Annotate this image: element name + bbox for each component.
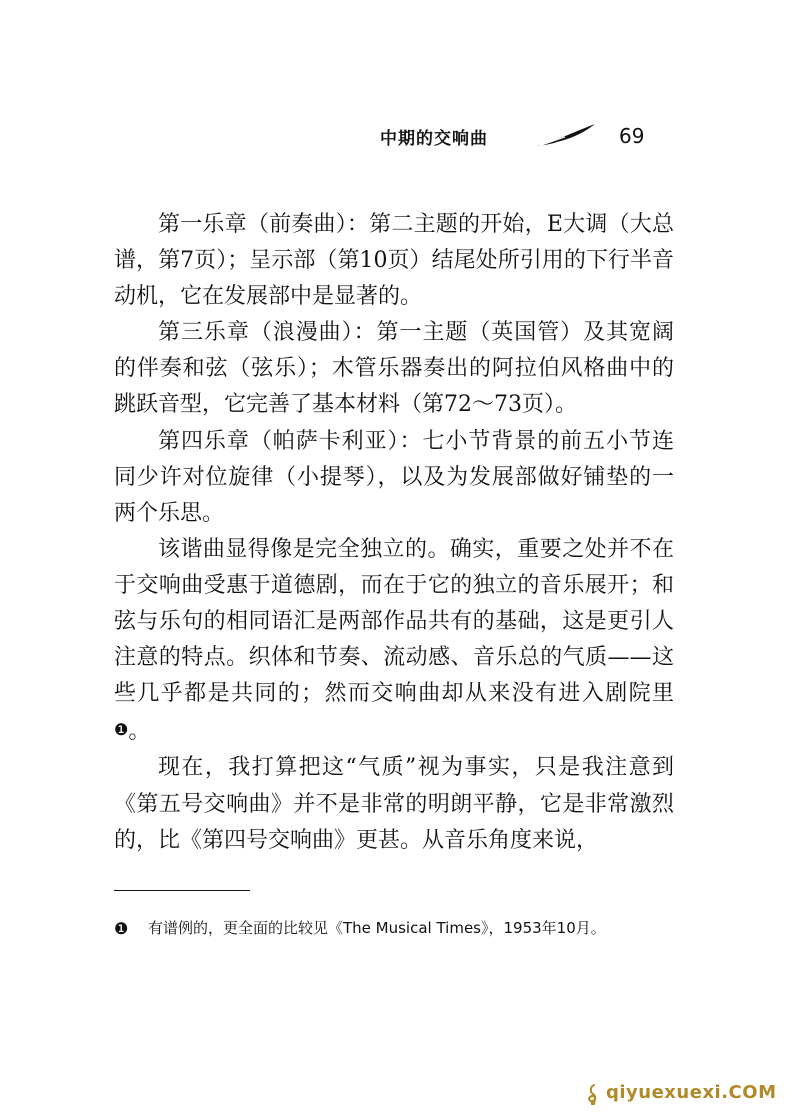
site-watermark [582, 1081, 782, 1109]
paragraph-text: 该谐曲显得像是完全独立的。确实，重要之处并不在于交响曲受惠于道德剧，而在于它的独立的音乐展开；和弦与乐句的相同语汇是两部作品共有的基础，这是更引人注意的特点。织体和节奏、流动感、音乐总的气质——这些几乎都是共同的；然而交响曲却从来没有进入剧院里 [114, 536, 674, 707]
page-number: 69 [619, 124, 645, 148]
footnote-reference[interactable]: ❶ [114, 720, 129, 740]
paragraph-tail: 。 [128, 719, 151, 745]
paragraph: 第四乐章（帕萨卡利亚）：七小节背景的前五小节连同少许对位旋律（小提琴），以及为发展部做好铺垫的一两个乐思。 [114, 428, 674, 526]
footnote-marker: ❶ [114, 919, 129, 938]
body-text [114, 207, 674, 859]
watermark-text: qiyuexuexi.COM [606, 1082, 777, 1103]
paragraph [114, 532, 674, 751]
footnote-divider [114, 890, 250, 891]
paragraph: 第三乐章（浪漫曲）：第一主题（英国管）及其宽阔的伴奏和弦（弦乐）；木管乐器奏出的阿拉伯风格曲中的跳跃音型，它完善了基本材料（第72～73页）。 [114, 320, 674, 418]
quill-pen-icon [535, 122, 597, 148]
running-header [380, 122, 660, 152]
footnote-text: 有谱例的，更全面的比较见《The Musical Times》，1953年10月。 [148, 919, 606, 937]
treble-clef-icon [582, 1083, 604, 1105]
chapter-title: 中期的交响曲 [380, 129, 488, 149]
paragraph: 第一乐章（前奏曲）：第二主题的开始，E大调（大总谱，第7页）；呈示部（第10页）结尾处所引用的下行半音动机，它在发展部中是显著的。 [114, 212, 674, 310]
paragraph: 现在，我打算把这“气质”视为事实，只是我注意到《第五号交响曲》并不是非常的明朗平静，它是非常激烈的，比《第四号交响曲》更甚。从音乐角度来说， [114, 755, 674, 853]
footnote [114, 916, 674, 941]
